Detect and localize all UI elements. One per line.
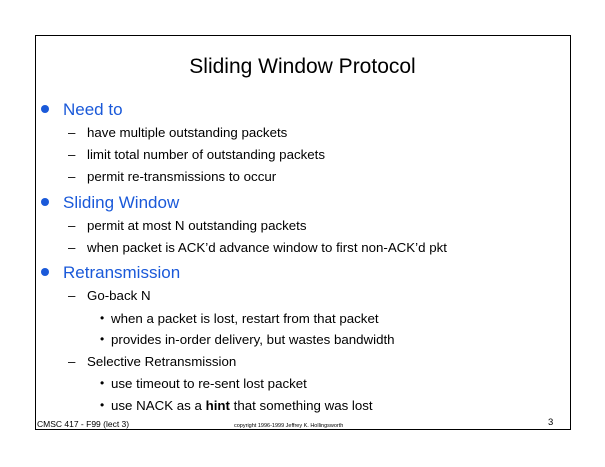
- point-restart-from-lost: when a packet is lost, restart from that packet: [111, 311, 379, 326]
- point-use-nack-after: that something was lost: [229, 398, 373, 413]
- dash-marker: –: [68, 147, 76, 162]
- bullet-dot: [41, 105, 49, 113]
- dash-marker: –: [68, 218, 76, 233]
- subitem-advance-window: when packet is ACK’d advance window to first non-ACK’d pkt: [87, 240, 447, 255]
- page-number: 3: [548, 417, 554, 428]
- point-use-timeout: use timeout to re-sent lost packet: [111, 376, 307, 391]
- sub-bullet-marker: •: [100, 311, 105, 325]
- bullet-retransmission: Retransmission: [63, 263, 181, 282]
- bullet-sliding-window: Sliding Window: [63, 193, 180, 212]
- subitem-permit-n: permit at most N outstanding packets: [87, 218, 307, 233]
- sub-bullet-marker: •: [100, 398, 105, 412]
- subitem-limit-total: limit total number of outstanding packets: [87, 147, 325, 162]
- dash-marker: –: [68, 354, 76, 369]
- subitem-multiple-outstanding: have multiple outstanding packets: [87, 125, 288, 140]
- footer-copyright: copyright 1996-1999 Jeffrey K. Hollingsworth: [234, 423, 344, 429]
- sub-bullet-marker: •: [100, 376, 105, 390]
- dash-marker: –: [68, 125, 76, 140]
- subitem-go-back-n: Go-back N: [87, 288, 151, 303]
- subitem-permit-retransmissions: permit re-transmissions to occur: [87, 169, 277, 184]
- point-use-nack-before: use NACK as a: [111, 398, 206, 413]
- point-in-order-delivery: provides in-order delivery, but wastes bandwidth: [111, 332, 395, 347]
- footer-course: CMSC 417 - F99 (lect 3): [37, 419, 130, 429]
- bullet-need-to: Need to: [63, 100, 123, 119]
- point-use-nack: [111, 398, 373, 413]
- bullet-dot: [41, 268, 49, 276]
- subitem-selective-retransmission: Selective Retransmission: [87, 354, 237, 369]
- dash-marker: –: [68, 240, 76, 255]
- bullet-dot: [41, 198, 49, 206]
- sub-bullet-marker: •: [100, 332, 105, 346]
- point-use-nack-bold: hint: [205, 398, 230, 413]
- slide-title: Sliding Window Protocol: [189, 55, 416, 78]
- dash-marker: –: [68, 288, 76, 303]
- dash-marker: –: [68, 169, 76, 184]
